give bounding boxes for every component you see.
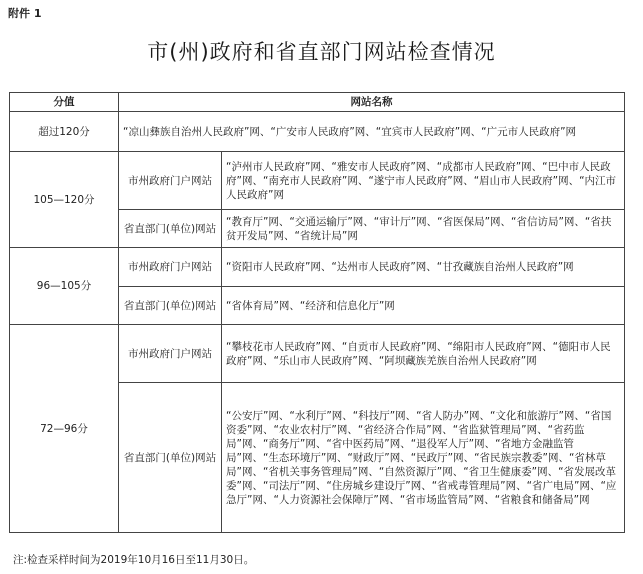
- category-cell: 省直部门(单位)网站: [119, 287, 222, 325]
- category-cell: 省直部门(单位)网站: [119, 210, 222, 248]
- sites-cell: “教育厅”网、“交通运输厅”网、“审计厅”网、“省医保局”网、“省信访局”网、“省扶贫开发局”网、“省统计局”网: [222, 210, 625, 248]
- category-cell: 市州政府门户网站: [119, 152, 222, 210]
- sites-cell: “攀枝花市人民政府”网、“自贡市人民政府”网、“绵阳市人民政府”网、“德阳市人民政府”网、“乐山市人民政府”网、“阿坝藏族羌族自治州人民政府”网: [222, 325, 625, 383]
- website-check-table: [9, 92, 625, 533]
- table-row: [10, 112, 625, 152]
- page-title: 市(州)政府和省直部门网站检查情况: [147, 40, 496, 64]
- score-cell: 超过120分: [10, 112, 119, 152]
- category-cell: 市州政府门户网站: [119, 248, 222, 287]
- sites-cell: “公安厅”网、“水利厅”网、“科技厅”网、“省人防办”网、“文化和旅游厅”网、“省国资委”网、“农业农村厅”网、“省经济合作局”网、“省监狱管理局”网、“省药监局”网、“商务厅”网、“省中医药局”网、“退役军人厅”网、“省地方金融监管局”网、“生态环境厅”网、“财政厅”网、“民政厅”网、“省民族宗教委”网、“省林草局”网、“省机关事务管理局”网、“自然资源厅”网、“省卫生健康委”网、“省发展改革委”网、“司法厅”网、“住房城乡建设厅”网、“省戒毒管理局”网、“省广电局”网、“应急厅”网、“人力资源社会保障厅”网、“省市场监管局”网、“省粮食和储备局”网: [222, 383, 625, 533]
- header-score: 分值: [10, 93, 119, 112]
- sites-cell: “省体育局”网、“经济和信息化厅”网: [222, 287, 625, 325]
- category-cell: 市州政府门户网站: [119, 325, 222, 383]
- table-row: [10, 325, 625, 383]
- sites-cell: “资阳市人民政府”网、“达州市人民政府”网、“甘孜藏族自治州人民政府”网: [222, 248, 625, 287]
- score-cell: 72—96分: [10, 325, 119, 533]
- header-site-name: 网站名称: [119, 93, 625, 112]
- category-cell: 省直部门(单位)网站: [119, 383, 222, 533]
- table-row: [10, 248, 625, 287]
- score-cell: 105—120分: [10, 152, 119, 248]
- table-row: [10, 152, 625, 210]
- sites-cell: “凉山彝族自治州人民政府”网、“广安市人民政府”网、“宜宾市人民政府”网、“广元市人民政府”网: [119, 112, 625, 152]
- sites-cell: “泸州市人民政府”网、“雅安市人民政府”网、“成都市人民政府”网、“巴中市人民政府”网、“南充市人民政府”网、“遂宁市人民政府”网、“眉山市人民政府”网、“内江市人民政府”网: [222, 152, 625, 210]
- footnote: 注:检查采样时间为2019年10月16日至11月30日。: [13, 554, 255, 566]
- attachment-label: 附件 1: [8, 7, 42, 20]
- score-cell: 96—105分: [10, 248, 119, 325]
- table-header-row: [10, 93, 625, 112]
